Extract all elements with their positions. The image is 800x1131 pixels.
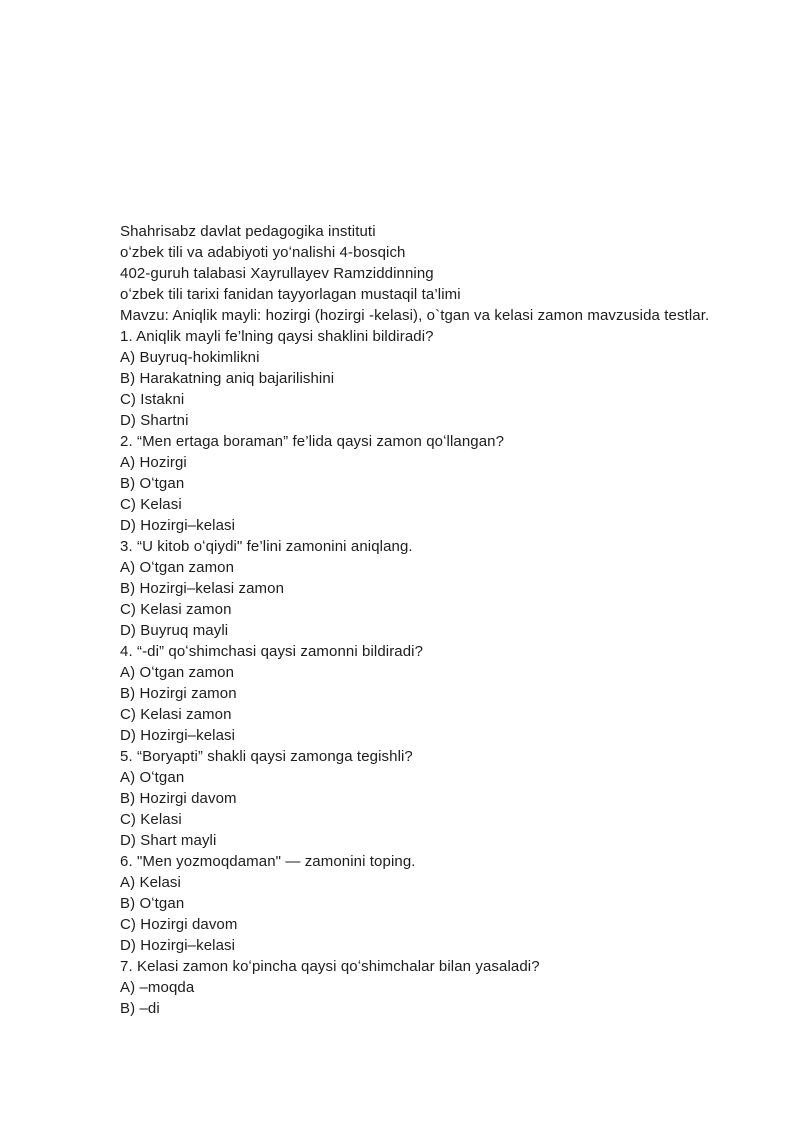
answer-option: B) Hozirgi davom [120, 790, 237, 807]
header-line-institute: Shahrisabz davlat pedagogika instituti [120, 223, 376, 240]
answer-option: B) Oʻtgan [120, 895, 185, 912]
question-text: 7. Kelasi zamon koʻpincha qaysi qoʻshimchalar bilan yasaladi? [120, 958, 540, 975]
answer-option: B) Hozirgi–kelasi zamon [120, 580, 285, 597]
answer-option: A) Oʻtgan zamon [120, 664, 235, 681]
answer-option: D) Buyruq mayli [120, 622, 229, 639]
question-text: 5. “Boryapti” shakli qaysi zamonga tegishli? [120, 748, 413, 765]
answer-option: B) Harakatning aniq bajarilishini [120, 370, 335, 387]
header-line-subject: oʻzbek tili tarixi fanidan tayyorlagan mustaqil ta’limi [120, 286, 461, 303]
answer-option: C) Kelasi zamon [120, 601, 232, 618]
topic-line: Mavzu: Aniqlik mayli: hozirgi (hozirgi -kelasi), o`tgan va kelasi zamon mavzusida testlar. [120, 307, 710, 324]
question-text: 6. "Men yozmoqdaman" — zamonini toping. [120, 853, 416, 870]
answer-option: B) –di [120, 1000, 160, 1017]
document-header [120, 221, 760, 305]
answer-option: D) Shartni [120, 412, 189, 429]
answer-option: D) Shart mayli [120, 832, 217, 849]
answer-option: A) Kelasi [120, 874, 181, 891]
question-text: 3. “U kitob oʻqiydi" fe’lini zamonini aniqlang. [120, 538, 413, 555]
question-text: 2. “Men ertaga boraman” fe’lida qaysi zamon qoʻllangan? [120, 433, 505, 450]
answer-option: C) Kelasi [120, 496, 182, 513]
question-text: 1. Aniqlik mayli fe’lning qaysi shaklini bildiradi? [120, 328, 434, 345]
questions-list [120, 326, 760, 1019]
header-line-student: 402-guruh talabasi Xayrullayev Ramziddinning [120, 265, 434, 282]
answer-option: C) Hozirgi davom [120, 916, 238, 933]
answer-option: C) Kelasi [120, 811, 182, 828]
answer-option: C) Istakni [120, 391, 185, 408]
answer-option: D) Hozirgi–kelasi [120, 727, 236, 744]
answer-option: A) Buyruq-hokimlikni [120, 349, 260, 366]
answer-option: D) Hozirgi–kelasi [120, 517, 236, 534]
header-line-department: oʻzbek tili va adabiyoti yoʻnalishi 4-bosqich [120, 244, 406, 261]
answer-option: A) Oʻtgan [120, 769, 185, 786]
document-body [120, 221, 760, 1019]
answer-option: B) Hozirgi zamon [120, 685, 237, 702]
answer-option: D) Hozirgi–kelasi [120, 937, 236, 954]
answer-option: C) Kelasi zamon [120, 706, 232, 723]
answer-option: A) Oʻtgan zamon [120, 559, 235, 576]
answer-option: B) Oʻtgan [120, 475, 185, 492]
answer-option: A) Hozirgi [120, 454, 187, 471]
answer-option: A) –moqda [120, 979, 195, 996]
question-text: 4. “-di” qoʻshimchasi qaysi zamonni bildiradi? [120, 643, 424, 660]
